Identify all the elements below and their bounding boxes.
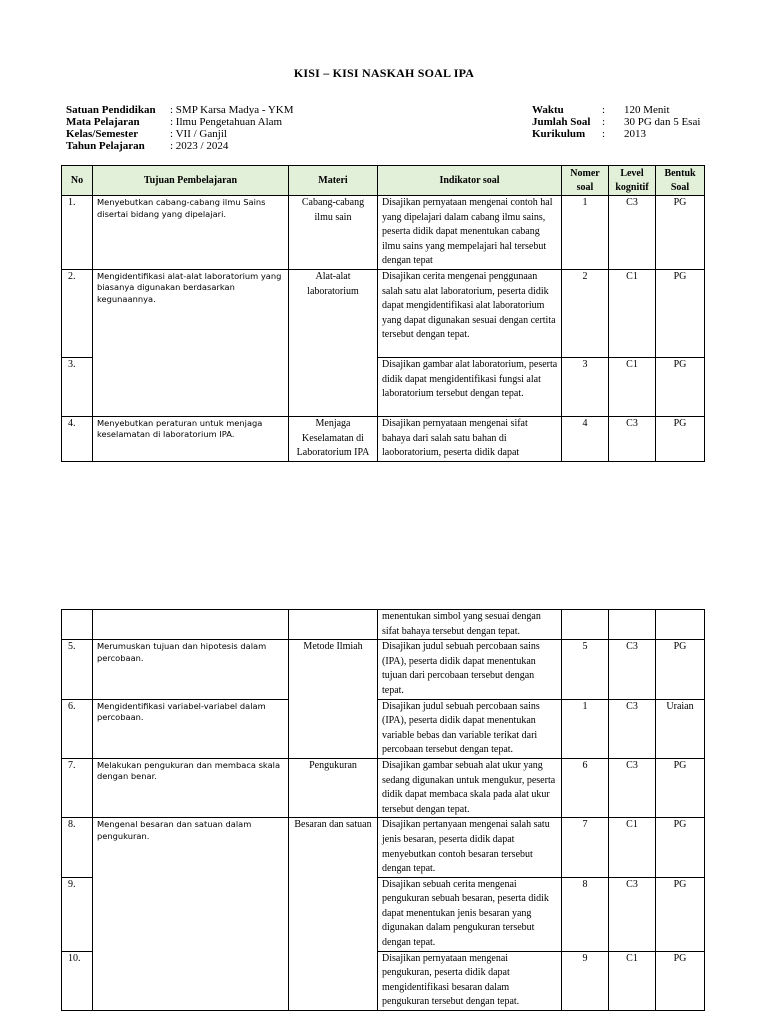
meta-value: : VII / Ganjil <box>170 128 227 140</box>
table-row <box>62 640 705 699</box>
cell-level: C3 <box>609 640 656 699</box>
meta-value: 120 Menit <box>624 104 670 116</box>
cell-materi: Metode Ilmiah <box>289 640 378 759</box>
cell-bentuk: PG <box>656 951 705 1010</box>
cell-tujuan: Menyebutkan cabang-cabang ilmu Sains disertai bidang yang dipelajari. <box>93 196 289 270</box>
cell-no: 3. <box>62 357 93 416</box>
cell-no: 4. <box>62 416 93 461</box>
table-row <box>62 196 705 270</box>
cell-no: 1. <box>62 196 93 270</box>
meta-key: Satuan Pendidikan <box>66 104 156 116</box>
cell-bentuk: Uraian <box>656 699 705 758</box>
meta-left <box>66 104 294 152</box>
meta-colon: : <box>602 104 606 116</box>
header-tujuan: Tujuan Pembelajaran <box>93 166 289 196</box>
header-nomer: Nomer soal <box>562 166 609 196</box>
cell-level: C3 <box>609 196 656 270</box>
meta-value: : 2023 / 2024 <box>170 140 229 152</box>
cell-indikator: Disajikan gambar sebuah alat ukur yang sedang digunakan untuk mengukur, peserta didik dapat membaca skala pada alat ukur tersebut dengan tepat. <box>378 758 562 817</box>
cell-bentuk: PG <box>656 877 705 951</box>
meta-value: 30 PG dan 5 Esai <box>624 116 701 128</box>
cell-level: C3 <box>609 758 656 817</box>
table-row <box>62 416 705 461</box>
table-row <box>62 269 705 357</box>
cell-indikator: Disajikan judul sebuah percobaan sains (IPA), peserta didik dapat menentukan tujuan dari percobaan tersebut dengan tepat. <box>378 640 562 699</box>
cell-bentuk: PG <box>656 818 705 877</box>
meta-value: : Ilmu Pengetahuan Alam <box>170 116 283 128</box>
header-indikator: Indikator soal <box>378 166 562 196</box>
cell-no: 5. <box>62 640 93 699</box>
meta-key: Jumlah Soal <box>532 116 591 128</box>
table-row <box>62 610 705 640</box>
cell-indikator: Disajikan judul sebuah percobaan sains (IPA), peserta didik dapat menentukan variable bebas dan variable terikat dari percobaan tersebut dengan tepat. <box>378 699 562 758</box>
cell-level: C1 <box>609 357 656 416</box>
cell-indikator: Disajikan pertanyaan mengenai salah satu jenis besaran, peserta didik dapat menyebutkan contoh besaran tersebut dengan tepat. <box>378 818 562 877</box>
cell-tujuan <box>93 610 289 640</box>
cell-bentuk: PG <box>656 640 705 699</box>
cell-tujuan: Mengidentifikasi variabel-variabel dalam percobaan. <box>93 699 289 758</box>
cell-materi: Pengukuran <box>289 758 378 817</box>
header-no: No <box>62 166 93 196</box>
cell-no: 9. <box>62 877 93 951</box>
cell-nomer: 8 <box>562 877 609 951</box>
meta-key: Tahun Pelajaran <box>66 140 145 152</box>
cell-bentuk <box>656 610 705 640</box>
cell-materi: Alat-alat laboratorium <box>289 269 378 416</box>
cell-nomer: 4 <box>562 416 609 461</box>
meta-key: Kurikulum <box>532 128 586 140</box>
cell-indikator: Disajikan sebuah cerita mengenai pengukuran sebuah besaran, peserta didik dapat menentukan jenis besaran yang digunakan dalam pengukuran tersebut dengan tepat. <box>378 877 562 951</box>
meta-colon: : <box>602 116 606 128</box>
cell-bentuk: PG <box>656 269 705 357</box>
cell-nomer <box>562 610 609 640</box>
cell-level: C3 <box>609 877 656 951</box>
cell-no: 2. <box>62 269 93 357</box>
meta-key: Waktu <box>532 104 564 116</box>
cell-bentuk: PG <box>656 357 705 416</box>
document-title: KISI – KISI NASKAH SOAL IPA <box>293 66 475 80</box>
cell-level: C1 <box>609 818 656 877</box>
cell-nomer: 6 <box>562 758 609 817</box>
cell-materi <box>289 610 378 640</box>
cell-indikator: menentukan simbol yang sesuai dengan sifat bahaya tersebut dengan tepat. <box>378 610 562 640</box>
cell-nomer: 7 <box>562 818 609 877</box>
cell-bentuk: PG <box>656 416 705 461</box>
meta-value: 2013 <box>624 128 646 140</box>
cell-indikator: Disajikan cerita mengenai penggunaan salah satu alat laboratorium, peserta didik dapat mengidentifikasi alat laboratorium yang dapat digunakan sesuai dengan certita tersebut dengan tepat. <box>378 269 562 357</box>
cell-nomer: 3 <box>562 357 609 416</box>
cell-indikator: Disajikan pernyataan mengenai contoh hal yang dipelajari dalam cabang ilmu sains, peserta didik dapat menentukan cabang ilmu sains yang mempelajari hal tersebut dengan tepat <box>378 196 562 270</box>
table-row <box>62 699 705 758</box>
cell-nomer: 5 <box>562 640 609 699</box>
cell-tujuan: Mengenal besaran dan satuan dalam pengukuran. <box>93 818 289 1011</box>
meta-row-waktu <box>532 104 700 116</box>
cell-indikator: Disajikan pernyataan mengenai sifat bahaya dari salah satu bahan di laoboratorium, peserta didik dapat <box>378 416 562 461</box>
meta-key: Kelas/Semester <box>66 128 139 140</box>
meta-row-mapel <box>66 116 294 128</box>
cell-bentuk: PG <box>656 196 705 270</box>
cell-nomer: 1 <box>562 699 609 758</box>
cell-materi: Menjaga Keselamatan di Laboratorium IPA <box>289 416 378 461</box>
meta-row-kurikulum <box>532 128 700 140</box>
cell-no: 8. <box>62 818 93 877</box>
cell-no <box>62 610 93 640</box>
meta-row-tahun <box>66 140 294 152</box>
header-materi: Materi <box>289 166 378 196</box>
meta-key: Mata Pelajaran <box>66 116 140 128</box>
cell-no: 7. <box>62 758 93 817</box>
kisi-table-page1 <box>61 165 705 462</box>
cell-tujuan: Merumuskan tujuan dan hipotesis dalam percobaan. <box>93 640 289 699</box>
cell-level: C1 <box>609 269 656 357</box>
cell-nomer: 1 <box>562 196 609 270</box>
cell-indikator: Disajikan gambar alat laboratorium, peserta didik dapat mengidentifikasi fungsi alat laboratorium tersebut dengan tepat. <box>378 357 562 416</box>
meta-row-satuan <box>66 104 294 116</box>
cell-tujuan: Menyebutkan peraturan untuk menjaga keselamatan di laboratorium IPA. <box>93 416 289 461</box>
cell-materi: Besaran dan satuan <box>289 818 378 1011</box>
cell-level: C3 <box>609 416 656 461</box>
table-row <box>62 818 705 877</box>
cell-tujuan: Melakukan pengukuran dan membaca skala dengan benar. <box>93 758 289 817</box>
cell-nomer: 2 <box>562 269 609 357</box>
cell-tujuan: Mengidentifikasi alat-alat laboratorium yang biasanya digunakan berdasarkan kegunaannya. <box>93 269 289 416</box>
header-level: Level kognitif <box>609 166 656 196</box>
cell-level: C1 <box>609 951 656 1010</box>
cell-indikator: Disajikan pernyataan mengenai pengukuran, peserta didik dapat mengidentifikasi besaran dalam pengukuran tersebut dengan tepat. <box>378 951 562 1010</box>
meta-right <box>532 104 700 140</box>
cell-level <box>609 610 656 640</box>
cell-bentuk: PG <box>656 758 705 817</box>
header-bentuk: Bentuk Soal <box>656 166 705 196</box>
meta-row-kelas <box>66 128 294 140</box>
cell-nomer: 9 <box>562 951 609 1010</box>
cell-no: 6. <box>62 699 93 758</box>
cell-no: 10. <box>62 951 93 1010</box>
cell-level: C3 <box>609 699 656 758</box>
kisi-table-page2 <box>61 609 705 1011</box>
table-header-row <box>62 166 705 196</box>
cell-materi: Cabang-cabang ilmu sain <box>289 196 378 270</box>
meta-value: : SMP Karsa Madya - YKM <box>170 104 294 116</box>
meta-row-jumlah <box>532 116 700 128</box>
meta-colon: : <box>602 128 606 140</box>
table-row <box>62 758 705 817</box>
